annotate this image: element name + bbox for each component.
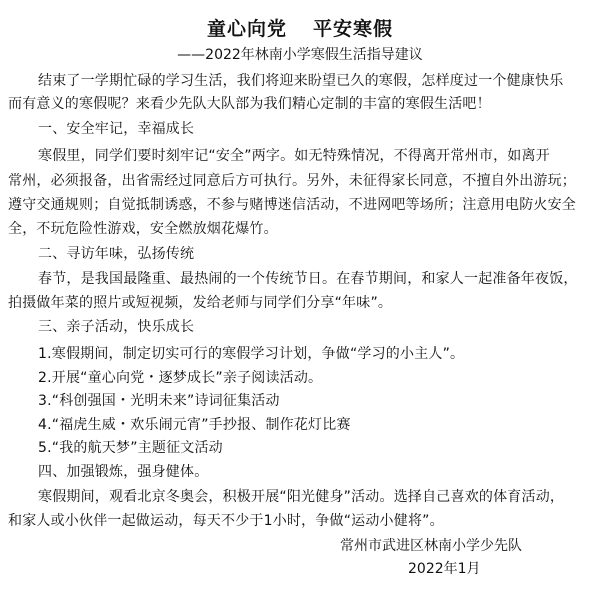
title-part-1: 童心向党	[206, 18, 287, 40]
intro-line: 而有意义的寒假呢？来看少先队大队部为我们精心定制的丰富的寒假生活吧！	[8, 96, 491, 112]
document-subtitle: ——2022年林南小学寒假生活指导建议	[177, 47, 423, 63]
section-2-line: 拍摄做年菜的照片或短视频，发给老师与同学们分享“年味”。	[8, 295, 393, 311]
section-3-item: 2.开展“童心向党・逐梦成长”亲子阅读活动。	[38, 370, 323, 386]
intro-line: 结束了一学期忙碌的学习生活，我们将迎来盼望已久的寒假，怎样度过一个健康快乐	[38, 73, 564, 89]
section-3-heading: 三、亲子活动，快乐成长	[38, 319, 195, 335]
section-2-line: 春节，是我国最隆重、最热闹的一个传统节日。在春节期间，和家人一起准备年夜饭，	[38, 271, 578, 287]
section-4-heading: 四、加强锻炼，强身健体。	[38, 464, 209, 480]
section-1-line: 常州，必须报备，出省需经过同意后方可执行。另外，未征得家长同意，不擅自外出游玩；	[8, 173, 576, 189]
section-4-line: 寒假期间，观看北京冬奥会，积极开展“阳光健身”活动。选择自己喜欢的体育活动，	[38, 489, 565, 505]
section-3-item: 5.“我的航天梦”主题征文活动	[38, 440, 223, 456]
section-1-line: 全，不玩危险性游戏，安全燃放烟花爆竹。	[8, 221, 278, 237]
section-1-line: 遵守交通规则；自觉抵制诱惑，不参与赌博迷信活动，不进网吧等场所；注意用电防火安全	[8, 197, 576, 213]
section-3-item: 3.“科创强国・光明未来”诗词征集活动	[38, 393, 280, 409]
title-part-2: 平安寒假	[313, 18, 394, 40]
section-1-heading: 一、安全牢记，幸福成长	[38, 121, 195, 137]
section-2-heading: 二、寻访年味，弘扬传统	[38, 246, 195, 262]
section-3-item: 4.“福虎生威・欢乐闹元宵”手抄报、制作花灯比赛	[38, 417, 351, 433]
section-1-line: 寒假里，同学们要时刻牢记“安全”两字。如无特殊情况，不得离开常州市，如离开	[38, 148, 550, 164]
signature-date: 2022年1月	[408, 561, 481, 577]
document-title	[0, 14, 600, 41]
section-3-item: 1.寒假期间，制定切实可行的寒假学习计划，争做“学习的小主人”。	[38, 346, 465, 362]
signature-org: 常州市武进区林南小学少先队	[340, 538, 522, 554]
section-4-line: 和家人或小伙伴一起做运动，每天不少于1小时，争做“运动小健将”。	[8, 513, 444, 529]
